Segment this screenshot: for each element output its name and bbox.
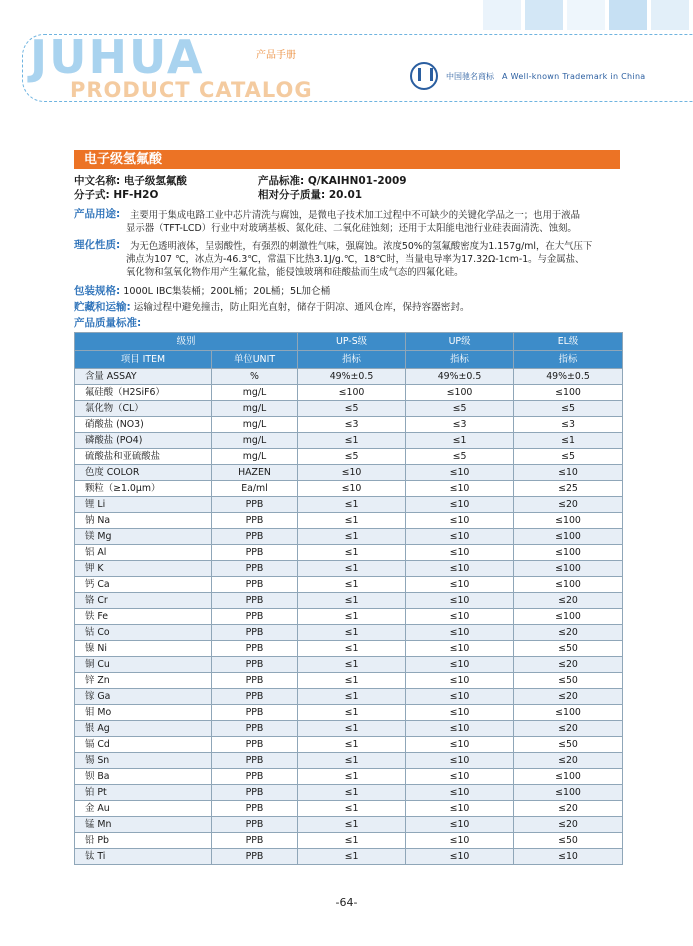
cell-unit: PPB <box>212 625 298 641</box>
table-row <box>75 417 623 433</box>
cell-up: ≤10 <box>406 737 514 753</box>
cell-ups: ≤1 <box>298 705 406 721</box>
table-row <box>75 737 623 753</box>
props-line: 氧化物和氢氧化物作用产生氟化盐，能侵蚀玻璃和硅酸盐而生成气态的四氟化硅。 <box>126 267 464 278</box>
page-number: -64- <box>335 896 358 909</box>
cell-item: 氟硅酸（H2SiF6） <box>75 385 212 401</box>
cell-up: ≤10 <box>406 561 514 577</box>
table-row <box>75 785 623 801</box>
cell-el: ≤10 <box>514 849 623 865</box>
cell-item: 铝 Al <box>75 545 212 561</box>
cell-item: 镍 Ni <box>75 641 212 657</box>
cell-ups: ≤1 <box>298 657 406 673</box>
cell-ups: ≤1 <box>298 641 406 657</box>
cell-up: ≤10 <box>406 593 514 609</box>
cell-unit: PPB <box>212 673 298 689</box>
cell-item: 铜 Cu <box>75 657 212 673</box>
table-row <box>75 545 623 561</box>
cell-unit: PPB <box>212 689 298 705</box>
cell-item: 钙 Ca <box>75 577 212 593</box>
cell-ups: ≤1 <box>298 593 406 609</box>
trademark <box>410 62 646 90</box>
cell-el: ≤100 <box>514 705 623 721</box>
cell-ups: ≤1 <box>298 673 406 689</box>
cell-item: 镉 Cd <box>75 737 212 753</box>
cell-up: ≤10 <box>406 753 514 769</box>
cell-up: ≤10 <box>406 641 514 657</box>
cell-ups: ≤5 <box>298 449 406 465</box>
cell-ups: ≤1 <box>298 833 406 849</box>
decor-square <box>525 0 563 30</box>
decor-square <box>609 0 647 30</box>
table-row <box>75 641 623 657</box>
table-row <box>75 513 623 529</box>
cell-el: ≤50 <box>514 641 623 657</box>
usage-line: 主要用于集成电路工业中芯片清洗与腐蚀，是微电子技术加工过程中不可缺少的关键化学品之一；也用于液晶 <box>130 210 581 221</box>
table-row <box>75 849 623 865</box>
cell-ups: ≤1 <box>298 545 406 561</box>
cell-el: ≤100 <box>514 561 623 577</box>
cell-ups: ≤1 <box>298 433 406 449</box>
cell-el: ≤50 <box>514 673 623 689</box>
usage-text <box>126 209 622 235</box>
table-row <box>75 465 623 481</box>
cell-unit: mg/L <box>212 433 298 449</box>
cell-unit: mg/L <box>212 401 298 417</box>
cell-item: 铬 Cr <box>75 593 212 609</box>
cell-up: ≤10 <box>406 577 514 593</box>
grade-ups: UP-S级 <box>298 333 406 351</box>
cell-item: 钠 Na <box>75 513 212 529</box>
cell-unit: PPB <box>212 609 298 625</box>
cell-item: 锌 Zn <box>75 673 212 689</box>
trademark-logo-icon <box>410 62 438 90</box>
table-row <box>75 753 623 769</box>
index-header: 指标 <box>298 351 406 369</box>
cell-el: ≤100 <box>514 785 623 801</box>
quality-label: 产品质量标准: <box>74 317 142 329</box>
cell-up: ≤10 <box>406 801 514 817</box>
product-title: 电子级氢氟酸 <box>74 150 620 169</box>
cell-item: 硫酸盐和亚硫酸盐 <box>75 449 212 465</box>
cell-el: ≤100 <box>514 529 623 545</box>
cell-ups: 49%±0.5 <box>298 369 406 385</box>
grade-el: EL级 <box>514 333 623 351</box>
table-row <box>75 689 623 705</box>
cell-ups: ≤1 <box>298 513 406 529</box>
cell-up: ≤5 <box>406 401 514 417</box>
quality-row <box>74 317 622 330</box>
cell-el: ≤50 <box>514 833 623 849</box>
mass-value: 20.01 <box>328 189 363 201</box>
cell-up: ≤10 <box>406 689 514 705</box>
cell-ups: ≤10 <box>298 481 406 497</box>
table-row <box>75 433 623 449</box>
header-decoration <box>483 0 693 30</box>
formula-row <box>74 187 158 202</box>
cell-unit: PPB <box>212 705 298 721</box>
cell-unit: PPB <box>212 817 298 833</box>
cell-ups: ≤1 <box>298 625 406 641</box>
cell-ups: ≤100 <box>298 385 406 401</box>
cell-el: ≤20 <box>514 657 623 673</box>
cell-unit: Ea/ml <box>212 481 298 497</box>
cell-el: ≤20 <box>514 817 623 833</box>
cell-el: ≤5 <box>514 449 623 465</box>
cell-el: ≤100 <box>514 385 623 401</box>
table-row <box>75 769 623 785</box>
table-row <box>75 385 623 401</box>
table-row <box>75 449 623 465</box>
table-header-grade <box>75 333 623 351</box>
cell-unit: PPB <box>212 785 298 801</box>
standard-label: 产品标准: <box>258 175 305 187</box>
cell-item: 镁 Mg <box>75 529 212 545</box>
trademark-en: A Well-known Trademark in China <box>502 71 646 81</box>
cell-up: ≤5 <box>406 449 514 465</box>
cell-item: 色度 COLOR <box>75 465 212 481</box>
cell-ups: ≤1 <box>298 529 406 545</box>
cell-ups: ≤1 <box>298 737 406 753</box>
props-line: 沸点为107 ℃，冰点为-46.3℃，常温下比热3.1J/g.℃，18℃时，当量电导率为17.32Ω-1cm-1。与金属盐、 <box>126 254 585 265</box>
cell-ups: ≤1 <box>298 561 406 577</box>
cell-unit: HAZEN <box>212 465 298 481</box>
decor-square <box>651 0 689 30</box>
cell-unit: PPB <box>212 769 298 785</box>
pack-row <box>74 285 622 298</box>
cell-item: 镓 Ga <box>75 689 212 705</box>
cell-item: 硝酸盐 (NO3) <box>75 417 212 433</box>
cell-ups: ≤10 <box>298 465 406 481</box>
cell-item: 铅 Pb <box>75 833 212 849</box>
index-header: 指标 <box>406 351 514 369</box>
table-row <box>75 833 623 849</box>
cell-up: ≤10 <box>406 497 514 513</box>
usage-line: 显示器（TFT-LCD）行业中对玻璃基板、氮化硅、二氧化硅蚀刻；还用于太阳能电池行业硅表面清洗、蚀刻。 <box>126 223 577 234</box>
formula-label: 分子式: <box>74 189 110 201</box>
cell-up: ≤10 <box>406 769 514 785</box>
cell-up: ≤10 <box>406 657 514 673</box>
cell-unit: PPB <box>212 833 298 849</box>
grade-up: UP级 <box>406 333 514 351</box>
cell-unit: PPB <box>212 753 298 769</box>
cell-ups: ≤3 <box>298 417 406 433</box>
table-row <box>75 561 623 577</box>
table-row <box>75 657 623 673</box>
cell-ups: ≤1 <box>298 609 406 625</box>
grade-header: 级别 <box>75 333 298 351</box>
table-header-columns <box>75 351 623 369</box>
cell-item: 钛 Ti <box>75 849 212 865</box>
cell-up: ≤10 <box>406 785 514 801</box>
cell-item: 磷酸盐 (PO4) <box>75 433 212 449</box>
cell-ups: ≤1 <box>298 497 406 513</box>
index-header: 指标 <box>514 351 623 369</box>
cell-up: ≤10 <box>406 833 514 849</box>
storage-value: 运输过程中避免撞击，防止阳光直射，储存于阴凉、通风仓库，保持容器密封。 <box>133 302 470 313</box>
cell-up: ≤100 <box>406 385 514 401</box>
cell-up: ≤10 <box>406 609 514 625</box>
pack-label: 包装规格: <box>74 285 121 297</box>
cell-el: ≤20 <box>514 593 623 609</box>
cell-ups: ≤1 <box>298 785 406 801</box>
mass-label: 相对分子质量: <box>258 189 326 201</box>
unit-header: 单位UNIT <box>212 351 298 369</box>
cell-item: 钼 Mo <box>75 705 212 721</box>
cell-up: ≤10 <box>406 721 514 737</box>
cell-ups: ≤1 <box>298 689 406 705</box>
quality-table <box>74 332 623 865</box>
storage-label: 贮藏和运输: <box>74 301 131 313</box>
cell-el: ≤100 <box>514 577 623 593</box>
cell-unit: PPB <box>212 801 298 817</box>
catalog-label: 产品手册 <box>256 50 296 61</box>
cell-unit: PPB <box>212 657 298 673</box>
cell-up: ≤10 <box>406 673 514 689</box>
cell-item: 锂 Li <box>75 497 212 513</box>
cell-ups: ≤1 <box>298 577 406 593</box>
table-row <box>75 497 623 513</box>
cell-unit: PPB <box>212 529 298 545</box>
cell-el: ≤20 <box>514 721 623 737</box>
cell-el: ≤3 <box>514 417 623 433</box>
cell-unit: mg/L <box>212 385 298 401</box>
cell-up: ≤10 <box>406 513 514 529</box>
cell-up: 49%±0.5 <box>406 369 514 385</box>
table-row <box>75 625 623 641</box>
table-row <box>75 369 623 385</box>
cell-unit: PPB <box>212 513 298 529</box>
cell-unit: PPB <box>212 577 298 593</box>
table-row <box>75 529 623 545</box>
cell-ups: ≤1 <box>298 849 406 865</box>
cell-unit: PPB <box>212 561 298 577</box>
table-row <box>75 401 623 417</box>
cell-el: ≤100 <box>514 609 623 625</box>
cn-name-row <box>74 173 187 188</box>
table-row <box>75 801 623 817</box>
cell-up: ≤3 <box>406 417 514 433</box>
cell-unit: PPB <box>212 721 298 737</box>
cell-el: ≤50 <box>514 737 623 753</box>
cell-el: ≤20 <box>514 497 623 513</box>
cell-up: ≤10 <box>406 545 514 561</box>
props-label: 理化性质: <box>74 239 121 251</box>
cell-el: ≤20 <box>514 753 623 769</box>
item-header: 项目 ITEM <box>75 351 212 369</box>
cell-unit: PPB <box>212 593 298 609</box>
props-line: 为无色透明液体，呈弱酸性，有强烈的刺激性气味，强腐蚀。浓度50%的氢氟酸密度为1.157g/ml，在大气压下 <box>130 241 593 252</box>
cell-unit: PPB <box>212 737 298 753</box>
cell-ups: ≤1 <box>298 801 406 817</box>
table-row <box>75 481 623 497</box>
cell-el: ≤100 <box>514 545 623 561</box>
cell-up: ≤10 <box>406 817 514 833</box>
cell-unit: PPB <box>212 641 298 657</box>
cell-ups: ≤5 <box>298 401 406 417</box>
cn-name-value: 电子级氢氟酸 <box>123 175 187 187</box>
cn-name-label: 中文名称: <box>74 175 121 187</box>
cell-unit: % <box>212 369 298 385</box>
cell-el: ≤100 <box>514 769 623 785</box>
cell-el: ≤20 <box>514 689 623 705</box>
cell-up: ≤10 <box>406 465 514 481</box>
props-text <box>126 240 622 279</box>
table-row <box>75 705 623 721</box>
table-row <box>75 593 623 609</box>
table-row <box>75 721 623 737</box>
cell-ups: ≤1 <box>298 721 406 737</box>
cell-ups: ≤1 <box>298 817 406 833</box>
decor-square <box>483 0 521 30</box>
cell-unit: mg/L <box>212 417 298 433</box>
cell-unit: PPB <box>212 545 298 561</box>
cell-up: ≤10 <box>406 705 514 721</box>
cell-ups: ≤1 <box>298 769 406 785</box>
brand-logo-text: JUHUA <box>30 30 205 84</box>
cell-up: ≤10 <box>406 849 514 865</box>
cell-item: 钴 Co <box>75 625 212 641</box>
cell-el: ≤1 <box>514 433 623 449</box>
cell-item: 银 Ag <box>75 721 212 737</box>
cell-el: 49%±0.5 <box>514 369 623 385</box>
table-row <box>75 673 623 689</box>
storage-row <box>74 301 622 314</box>
pack-value: 1000L IBC集装桶；200L桶；20L桶；5L加仑桶 <box>123 286 331 297</box>
decor-square <box>567 0 605 30</box>
cell-unit: PPB <box>212 849 298 865</box>
cell-up: ≤1 <box>406 433 514 449</box>
table-row <box>75 577 623 593</box>
cell-up: ≤10 <box>406 481 514 497</box>
cell-up: ≤10 <box>406 625 514 641</box>
cell-el: ≤20 <box>514 801 623 817</box>
cell-el: ≤100 <box>514 513 623 529</box>
cell-item: 颗粒（≥1.0μm） <box>75 481 212 497</box>
cell-el: ≤5 <box>514 401 623 417</box>
cell-item: 锰 Mn <box>75 817 212 833</box>
trademark-cn: 中国驰名商标 <box>446 71 494 81</box>
standard-row <box>258 173 407 188</box>
cell-unit: PPB <box>212 497 298 513</box>
cell-item: 铁 Fe <box>75 609 212 625</box>
cell-ups: ≤1 <box>298 753 406 769</box>
brand-subtitle: PRODUCT CATALOG <box>70 78 313 102</box>
cell-item: 铂 Pt <box>75 785 212 801</box>
cell-el: ≤10 <box>514 465 623 481</box>
cell-el: ≤25 <box>514 481 623 497</box>
cell-el: ≤20 <box>514 625 623 641</box>
cell-item: 金 Au <box>75 801 212 817</box>
cell-up: ≤10 <box>406 529 514 545</box>
table-row <box>75 609 623 625</box>
standard-value: Q/KAIHN01-2009 <box>307 175 407 187</box>
cell-item: 氯化物（CL） <box>75 401 212 417</box>
table-row <box>75 817 623 833</box>
usage-label: 产品用途: <box>74 208 121 220</box>
mass-row <box>258 187 362 202</box>
formula-value: HF-H2O <box>113 189 159 201</box>
cell-item: 含量 ASSAY <box>75 369 212 385</box>
cell-unit: mg/L <box>212 449 298 465</box>
cell-item: 锡 Sn <box>75 753 212 769</box>
cell-item: 钾 K <box>75 561 212 577</box>
cell-item: 钡 Ba <box>75 769 212 785</box>
